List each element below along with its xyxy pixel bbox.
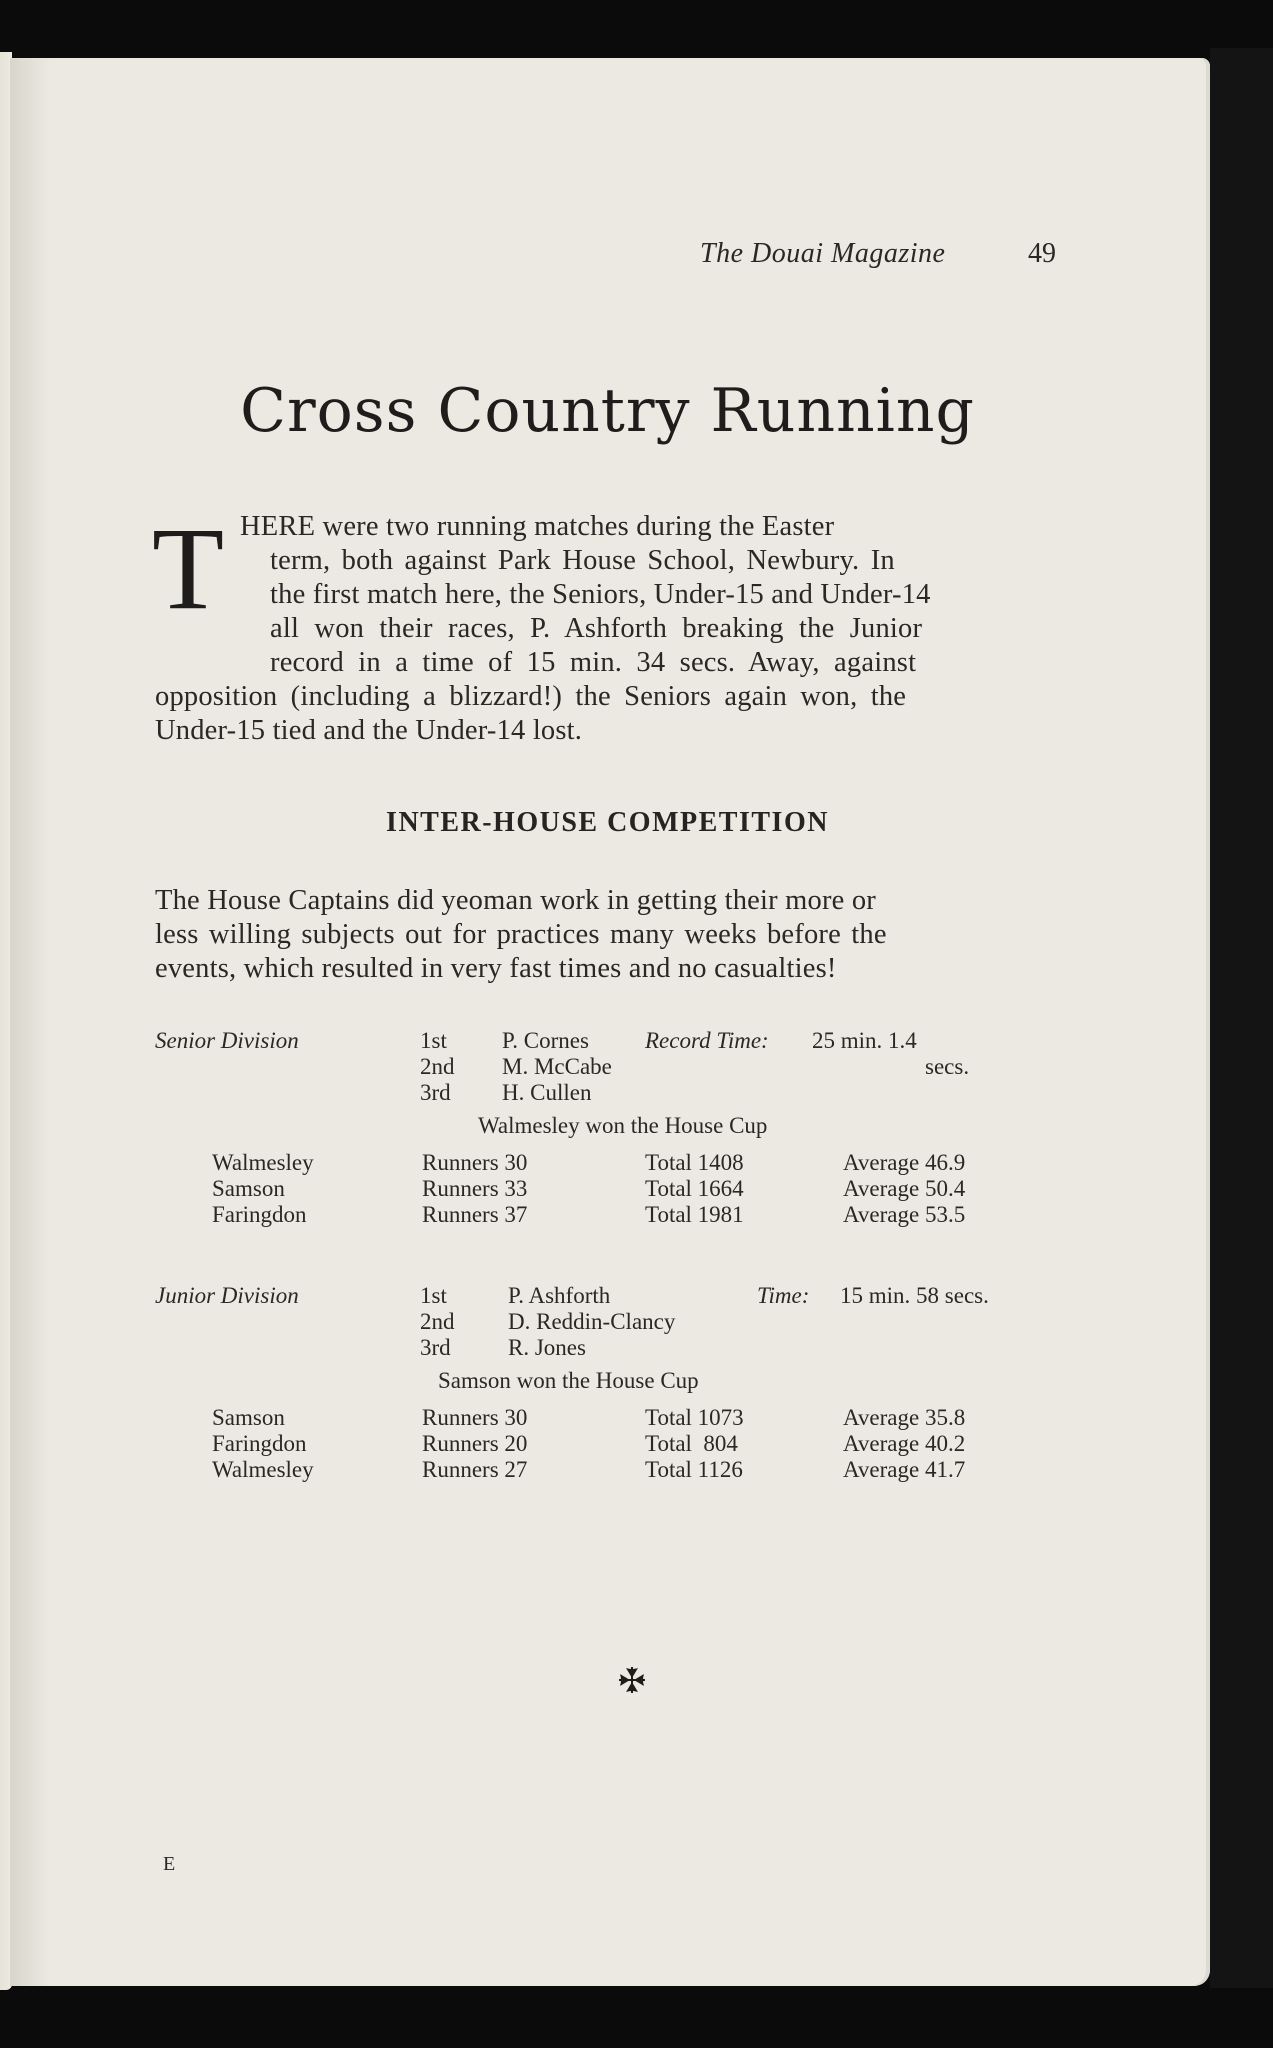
house-total: Total 1664 — [645, 1176, 744, 1201]
house-total: Total 1408 — [645, 1150, 744, 1175]
drop-cap: T — [152, 503, 225, 634]
cross-pattee-icon — [617, 1665, 647, 1695]
time-value: 15 min. 58 secs. — [840, 1283, 989, 1308]
page-number: 49 — [1028, 238, 1056, 269]
house-name: Faringdon — [212, 1202, 307, 1227]
intro-line: term, both against Park House School, Newbury. In — [270, 545, 895, 576]
intro-line: opposition (including a blizzard!) the Seniors again won, the — [155, 681, 907, 712]
house-average: Average 40.2 — [843, 1431, 966, 1456]
house-average: Average 46.9 — [843, 1150, 966, 1175]
cup-winner: Samson won the House Cup — [438, 1368, 699, 1393]
section-line: events, which resulted in very fast times and no casualties! — [155, 953, 837, 984]
intro-line: HERE were two running matches during the Easter — [240, 511, 835, 542]
house-average: Average 53.5 — [843, 1202, 966, 1227]
house-average: Average 50.4 — [843, 1176, 966, 1201]
intro-line: all won their races, P. Ashforth breaking the Junior — [270, 613, 923, 644]
placing-name: H. Cullen — [502, 1080, 592, 1105]
placing-rank: 3rd — [420, 1080, 451, 1105]
placing-rank: 1st — [420, 1283, 447, 1308]
house-runners: Runners 30 — [422, 1405, 528, 1430]
signature-mark: E — [163, 1853, 176, 1875]
house-name: Faringdon — [212, 1431, 307, 1456]
placing-name: P. Ashforth — [508, 1283, 611, 1308]
intro-line: Under-15 tied and the Under-14 lost. — [155, 715, 583, 746]
house-runners: Runners 33 — [422, 1176, 528, 1201]
house-total: Total 1981 — [645, 1202, 744, 1227]
house-average: Average 41.7 — [843, 1457, 966, 1482]
intro-line: the first match here, the Seniors, Under-15 and Under-14 — [270, 579, 931, 610]
house-total: Total 804 — [645, 1431, 738, 1456]
record-time-value: 25 min. 1.4 — [812, 1028, 917, 1053]
placing-name: R. Jones — [508, 1335, 586, 1360]
section-heading: INTER-HOUSE COMPETITION — [386, 807, 829, 838]
house-runners: Runners 27 — [422, 1457, 528, 1482]
placing-rank: 3rd — [420, 1335, 451, 1360]
section-line: less willing subjects out for practices many weeks before the — [155, 919, 887, 950]
cup-winner: Walmesley won the House Cup — [478, 1113, 768, 1138]
placing-name: M. McCabe — [502, 1054, 612, 1079]
house-runners: Runners 30 — [422, 1150, 528, 1175]
placing-name: P. Cornes — [502, 1028, 589, 1053]
placing-rank: 2nd — [420, 1054, 455, 1079]
record-time-label: Record Time: — [645, 1028, 769, 1053]
house-runners: Runners 20 — [422, 1431, 528, 1456]
time-label: Time: — [757, 1283, 810, 1308]
running-title: The Douai Magazine — [700, 238, 946, 269]
article-title: Cross Country Running — [240, 376, 975, 446]
house-name: Samson — [212, 1405, 285, 1430]
house-name: Walmesley — [212, 1457, 314, 1482]
placing-rank: 1st — [420, 1028, 447, 1053]
intro-line: record in a time of 15 min. 34 secs. Away, against — [270, 647, 917, 678]
house-name: Samson — [212, 1176, 285, 1201]
house-average: Average 35.8 — [843, 1405, 966, 1430]
house-total: Total 1126 — [645, 1457, 743, 1482]
record-time-value-cont: secs. — [925, 1054, 970, 1079]
division-label: Senior Division — [155, 1028, 299, 1053]
house-runners: Runners 37 — [422, 1202, 528, 1227]
house-total: Total 1073 — [645, 1405, 744, 1430]
book-cover-edge — [1210, 48, 1273, 1988]
section-line: The House Captains did yeoman work in getting their more or — [155, 885, 876, 916]
house-name: Walmesley — [212, 1150, 314, 1175]
placing-rank: 2nd — [420, 1309, 455, 1334]
placing-name: D. Reddin-Clancy — [508, 1309, 676, 1334]
magazine-page — [10, 58, 1210, 1986]
division-label: Junior Division — [155, 1283, 299, 1308]
